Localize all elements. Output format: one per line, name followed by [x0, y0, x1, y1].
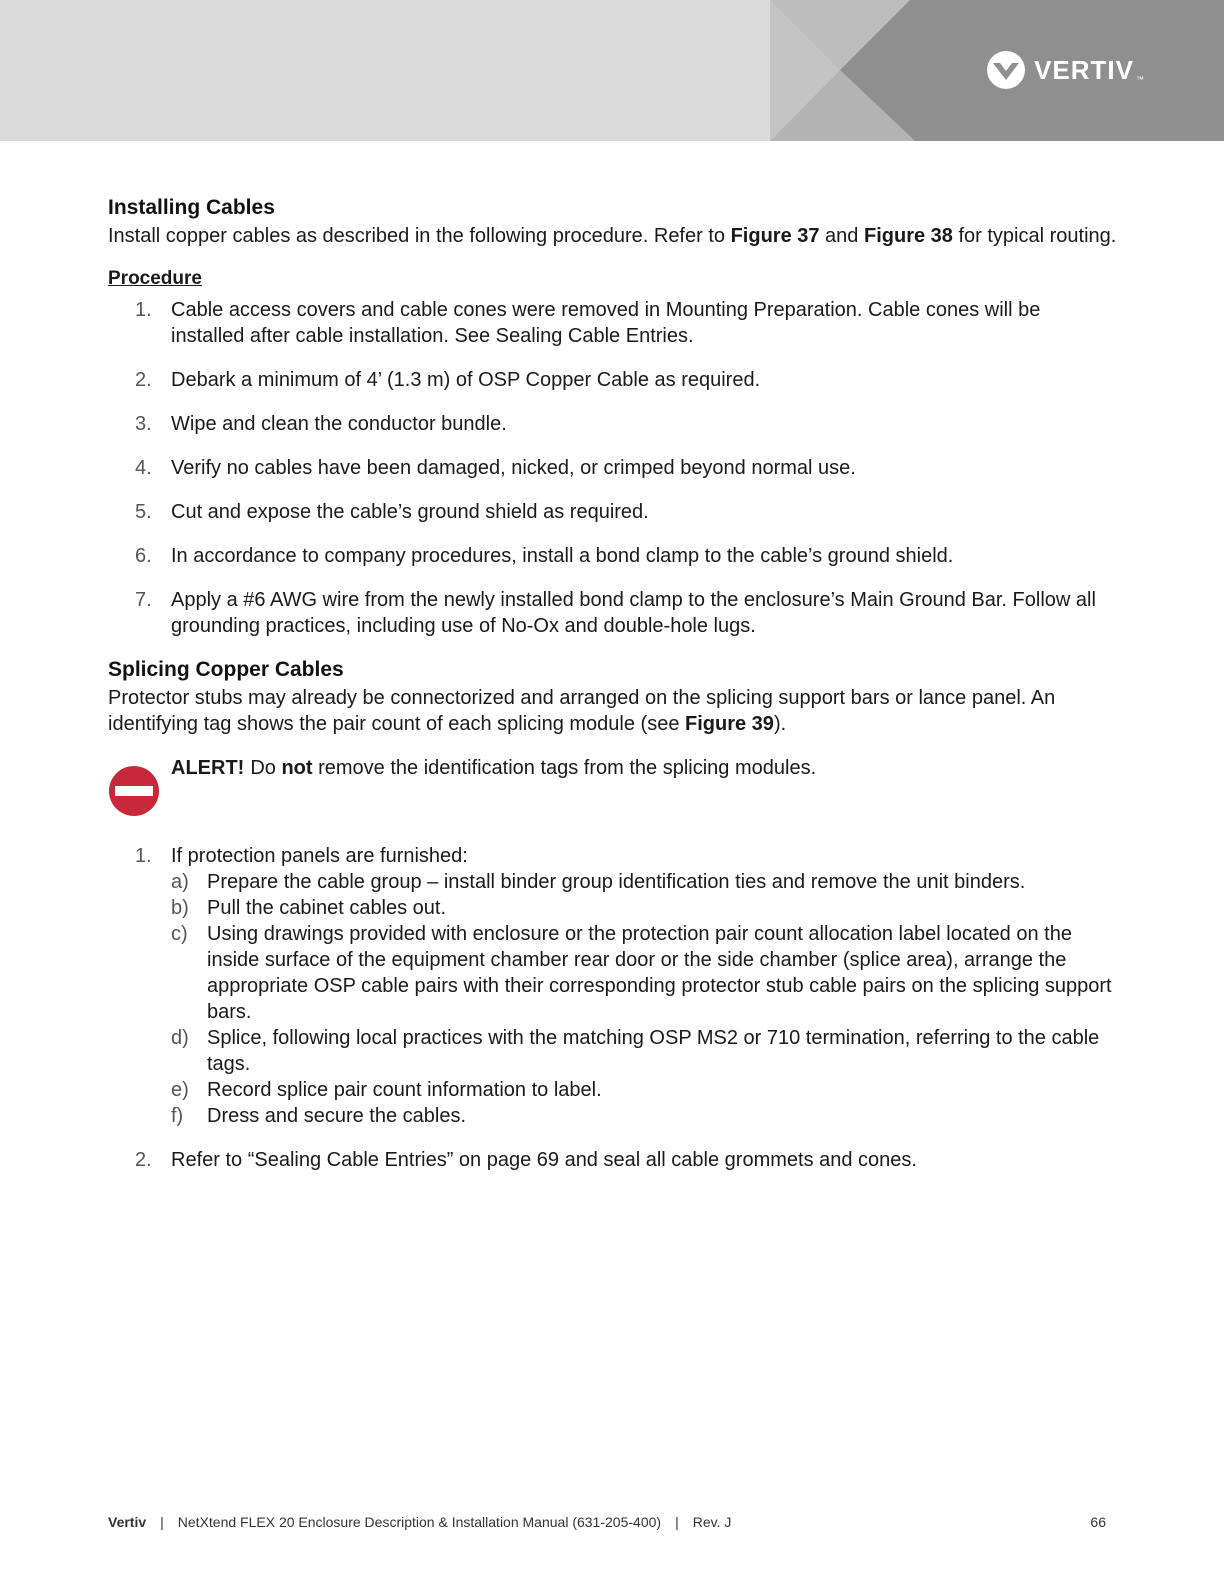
footer-separator: | — [160, 1514, 164, 1530]
list-item: 5. Cut and expose the cable’s ground shield as required. — [135, 501, 649, 523]
logo-text: VERTIV — [1034, 54, 1134, 85]
figure-37-ref: Figure 37 — [730, 225, 820, 247]
list-item: 1. If protection panels are furnished: a) Prepare the cable group – install binder group identification ties and remove the unit binders. b) Pull the cabinet cables out. c) Using drawings provided with enclosure or the protection pair count allocation label located on the inside surface of the equipment chamber rear door or the side chamber (splice area), arrange the appropriate OSP cable pairs with their corresponding protector stub cable pairs on the splicing support bars. d) Splice, following local practices with the matching OSP MS2 or 710 termination, referring to the cable tags. e) Record splice pair count information to label. f) Dress and secure the cables. — [108, 843, 1118, 1129]
vertiv-logo-icon — [986, 50, 1026, 90]
sub-steps — [171, 869, 1118, 1129]
splicing-intro: Protector stubs may already be connectorized and arranged on the splicing support bars or lance panel. An identifying tag shows the pair count of each splicing module (see Figure 39). — [108, 687, 1056, 735]
sub-list-item: a) Prepare the cable group – install binder group identification ties and remove the unit binders. — [171, 871, 1026, 893]
footer-doc-title: NetXtend FLEX 20 Enclosure Description & Installation Manual (631-205-400) — [177, 1514, 662, 1530]
sub-list-item: e) Record splice pair count information to label. — [171, 1079, 602, 1101]
sub-list-item: d) Splice, following local practices with the matching OSP MS2 or 710 termination, referring to the cable tags. — [171, 1027, 1100, 1075]
list-item: 2. Refer to “Sealing Cable Entries” on page 69 and seal all cable grommets and cones. — [135, 1149, 917, 1171]
logo-trademark: ™ — [1136, 75, 1144, 84]
figure-38-ref: Figure 38 — [863, 225, 953, 247]
list-item: 4. Verify no cables have been damaged, nicked, or crimped beyond normal use. — [135, 457, 856, 479]
list-item: 6. In accordance to company procedures, install a bond clamp to the cable’s ground shield. — [135, 545, 954, 567]
footer-separator: | — [675, 1514, 679, 1530]
alert-box — [108, 755, 1118, 825]
footer-brand: Vertiv — [108, 1514, 147, 1530]
figure-39-ref: Figure 39 — [685, 713, 774, 735]
alert-text: ALERT! Do not remove the identification tags from the splicing modules. — [171, 757, 817, 779]
splicing-heading: Splicing Copper Cables — [108, 658, 344, 681]
page-content — [108, 193, 1118, 1191]
installing-intro: Install copper cables as described in the following procedure. Refer to Figure 37 and Figure 38 for typical routing. — [108, 225, 1117, 247]
list-item: 7. Apply a #6 AWG wire from the newly installed bond clamp to the enclosure’s Main Ground Bar. Follow all grounding practices, including use of No-Ox and double-hole lugs. — [135, 589, 1096, 637]
list-item: 3. Wipe and clean the conductor bundle. — [135, 413, 507, 435]
footer-revision: Rev. J — [692, 1514, 732, 1530]
page-footer — [108, 1514, 1106, 1530]
sub-list-item: b) Pull the cabinet cables out. — [171, 897, 447, 919]
procedure-steps — [108, 297, 1118, 639]
alert-emphasis: not — [281, 757, 313, 779]
sub-list-item: f) Dress and secure the cables. — [171, 1105, 467, 1127]
alert-label: ALERT! — [171, 757, 245, 779]
page-number: 66 — [1090, 1514, 1106, 1530]
procedure-title: Procedure — [108, 268, 202, 289]
installing-cables-heading: Installing Cables — [108, 196, 275, 219]
splicing-section — [108, 655, 1118, 1173]
list-item: 2. Debark a minimum of 4’ (1.3 m) of OSP Copper Cable as required. — [135, 369, 761, 391]
vertiv-logo — [986, 50, 1144, 90]
no-entry-icon — [108, 765, 160, 817]
page-header — [0, 0, 1224, 141]
sub-list-item: c) Using drawings provided with enclosure or the protection pair count allocation label located on the inside surface of the equipment chamber rear door or the side chamber (splice area), arrange the appropriate OSP cable pairs with their corresponding protector stub cable pairs on the splicing support bars. — [171, 923, 1112, 1023]
list-item: 1. Cable access covers and cable cones were removed in Mounting Preparation. Cable cones will be installed after cable installation. See Sealing Cable Entries. — [135, 299, 1041, 347]
splicing-steps — [108, 843, 1118, 1173]
